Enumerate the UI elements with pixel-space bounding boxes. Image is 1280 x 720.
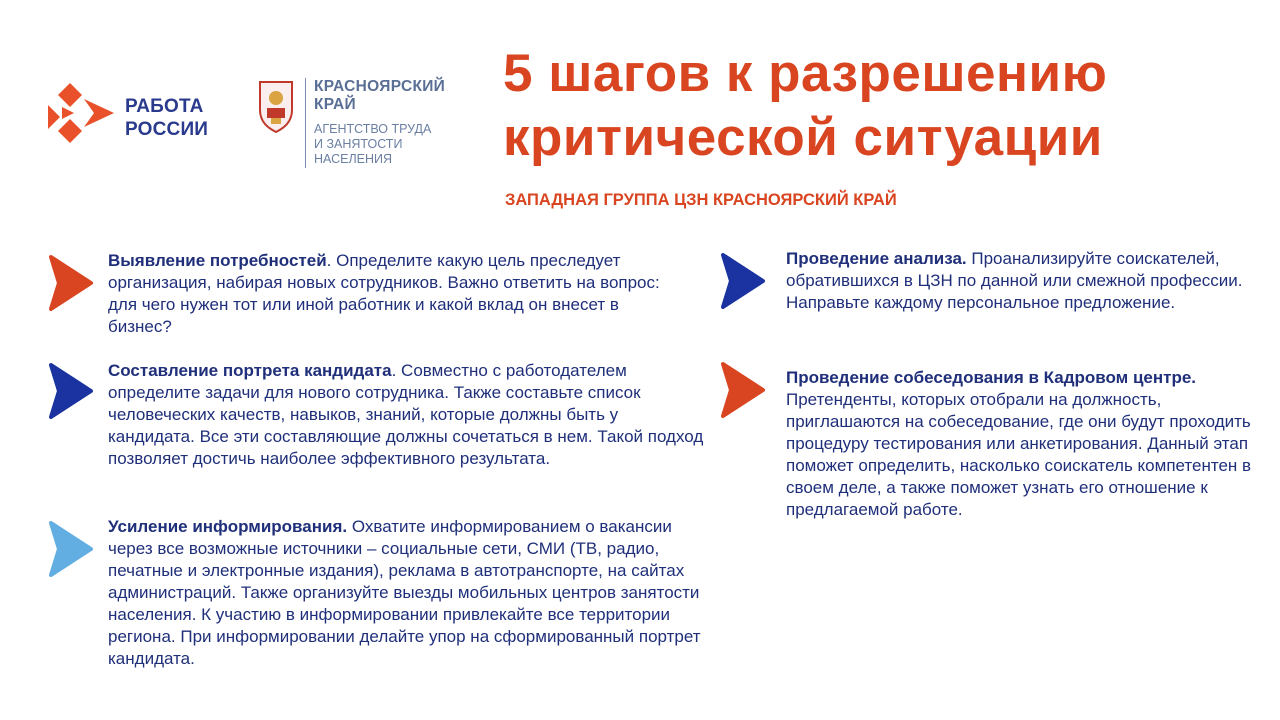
red-play-arrow-icon	[720, 361, 766, 419]
rossii-line: РОССИИ	[125, 119, 209, 140]
agency-name	[314, 122, 431, 167]
agency-line3: НАСЕЛЕНИЯ	[314, 152, 393, 166]
blue-play-arrow-icon	[720, 252, 766, 310]
step-4-text	[786, 248, 1256, 314]
rabota-rossii-emblem-icon	[48, 83, 118, 143]
blue-play-arrow-icon	[48, 362, 94, 420]
coat-of-arms-icon	[256, 78, 296, 134]
krasnoyarsk-region-title	[314, 78, 445, 114]
rabota-rossii-wordmark	[125, 95, 208, 141]
step-3-description: Охватите информированием о вакансии через все возможные источники – социальные сети, СМИ (ТВ, радио, печатные и электронные издания), реклама в автотранспорте, на сайтах администраций. Также организуйте выезды мобильных центров занятости населения. К участию в информировании привлекайте все территории региона. При информировании делайте упор на сформированный портрет кандидата.	[108, 517, 701, 668]
step-4-description: Проанализируйте соискателей, обратившихся в ЦЗН по данной или смежной профессии. Направьте каждому персональное предложение.	[786, 249, 1243, 312]
step-2-text	[108, 360, 708, 470]
page-title-line2: критической ситуации	[503, 108, 1103, 167]
step-3-heading: Усиление информирования.	[108, 517, 348, 536]
step-3-text	[108, 516, 708, 670]
krasnoyarsk-agency-logo	[256, 78, 486, 178]
step-5-heading: Проведение собеседования в Кадровом центре.	[786, 368, 1197, 387]
agency-line2: И ЗАНЯТОСТИ	[314, 137, 403, 151]
step-1-description: . Определите какую цель преследует организация, набирая новых сотрудников. Важно ответить на вопрос: для чего нужен тот или иной работник и какой вклад он внесет в бизнес?	[108, 251, 660, 336]
light-blue-play-arrow-icon	[48, 520, 94, 578]
step-1-heading: Выявление потребностей	[108, 251, 327, 270]
region-title-line1: КРАСНОЯРСКИЙ	[314, 78, 446, 95]
page-title	[503, 42, 1263, 170]
step-4-heading: Проведение анализа.	[786, 249, 967, 268]
step-1-text	[108, 250, 668, 338]
step-5-description: Претенденты, которых отобрали на должность, приглашаются на собеседование, где они будут проходить процедуру тестирования или анкетирования. Данный этап поможет определить, насколько соискатель компетентен в своем деле, а также поможет узнать его отношение к предлагаемой работе.	[786, 390, 1252, 519]
step-2-description: . Совместно с работодателем определите задачи для нового сотрудника. Также составьте список человеческих качеств, навыков, знаний, которые должны быть у кандидата. Все эти составляющие должны сочетаться в нем. Такой подход позволяет достичь наиболее эффективного результата.	[108, 361, 704, 468]
region-title-line2: КРАЙ	[314, 96, 356, 113]
red-play-arrow-icon	[48, 254, 94, 312]
page-title-line1: 5 шагов к разрешению	[503, 44, 1108, 103]
logo-divider	[305, 78, 306, 168]
rabota-rossii-logo	[48, 83, 238, 143]
page-subtitle: ЗАПАДНАЯ ГРУППА ЦЗН КРАСНОЯРСКИЙ КРАЙ	[505, 191, 897, 209]
step-5-text	[786, 367, 1256, 521]
rabota-line: РАБОТА	[125, 96, 204, 117]
agency-line1: АГЕНТСТВО ТРУДА	[314, 122, 432, 136]
step-2-heading: Составление портрета кандидата	[108, 361, 392, 380]
